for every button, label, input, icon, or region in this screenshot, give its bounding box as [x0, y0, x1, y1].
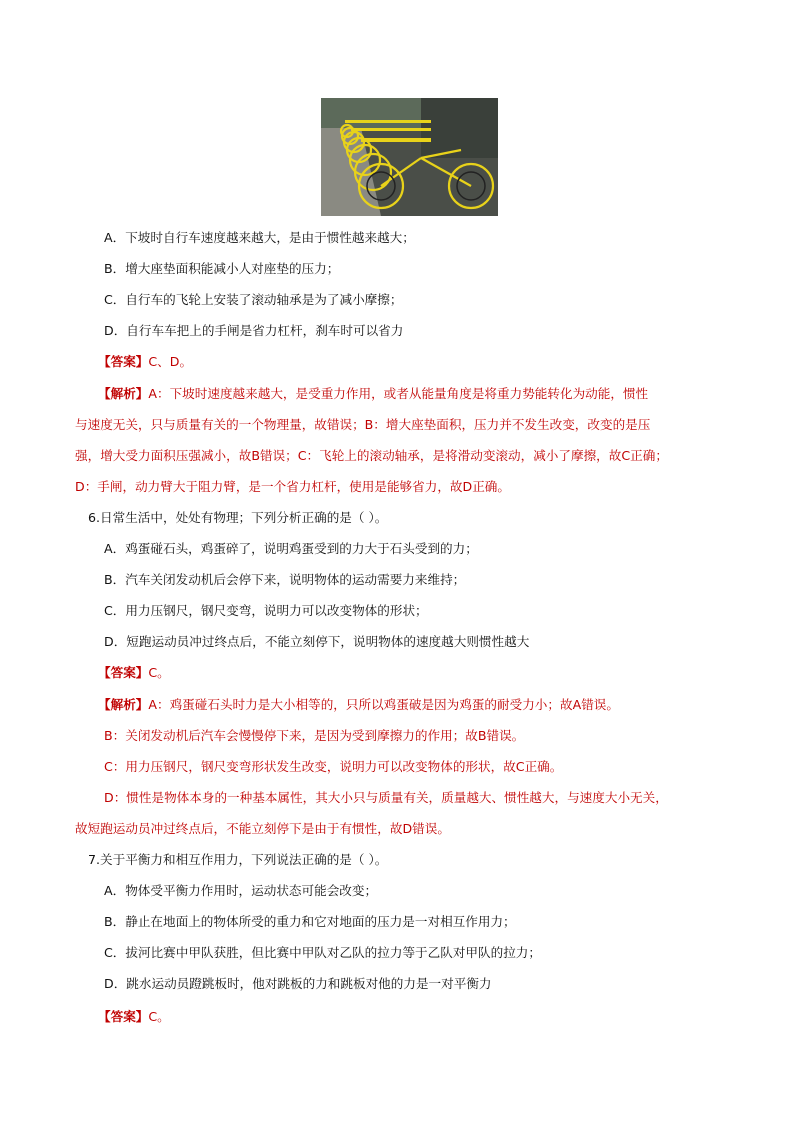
analysis-tag: 【解析】: [98, 697, 149, 712]
q6-stem: 6.日常生活中，处处有物理；下列分析正确的是（ ）。: [88, 510, 388, 525]
q7-option-b: B．静止在地面上的物体所受的重力和它对地面的压力是一对相互作用力；: [104, 914, 516, 929]
q6-option-c: C．用力压钢尺，钢尺变弯，说明力可以改变物体的形状；: [104, 603, 428, 618]
analysis-tag: 【解析】: [98, 386, 149, 401]
q5-analysis-line-1: 【解析】A：下坡时速度越来越大，是受重力作用，或者从能量角度是将重力势能转化为动能，惯性: [98, 386, 649, 401]
q5-option-b: B．增大座垫面积能减小人对座垫的压力；: [104, 261, 340, 276]
q5-option-d: D．自行车车把上的手闸是省力杠杆，刹车时可以省力: [104, 323, 404, 338]
q5-answer: [98, 353, 192, 371]
q6-option-b: B．汽车关闭发动机后会停下来，说明物体的运动需要力来维持；: [104, 572, 466, 587]
q7-stem: 7.关于平衡力和相互作用力，下列说法正确的是（ ）。: [88, 852, 388, 867]
q5-option-a: A．下坡时自行车速度越来越大，是由于惯性越来越大；: [104, 230, 415, 245]
q6-analysis-d-line-2: 故短跑运动员冲过终点后，不能立刻停下是由于有惯性，故D错误。: [75, 821, 450, 836]
answer-tag: 【答案】: [98, 1009, 149, 1024]
q7-option-a: A．物体受平衡力作用时，运动状态可能会改变；: [104, 883, 378, 898]
q6-answer: [98, 664, 170, 682]
q7-option-c: C．拔河比赛中甲队获胜，但比赛中甲队对乙队的拉力等于乙队对甲队的拉力；: [104, 945, 541, 960]
q5-analysis-line-2: 与速度无关，只与质量有关的一个物理量，故错误；B：增大座垫面积，压力并不发生改变，改变的是压: [75, 417, 651, 432]
q7-option-d: D．跳水运动员蹬跳板时，他对跳板的力和跳板对他的力是一对平衡力: [104, 976, 492, 991]
q5-option-c: C．自行车的飞轮上安装了滚动轴承是为了减小摩擦；: [104, 292, 403, 307]
q7-answer: [98, 1008, 170, 1026]
answer-tag: 【答案】: [98, 665, 149, 680]
q6-option-a: A．鸡蛋碰石头，鸡蛋碎了，说明鸡蛋受到的力大于石头受到的力；: [104, 541, 478, 556]
answer-value: C。: [148, 665, 170, 680]
q5-analysis-line-4: D：手闸，动力臂大于阻力臂，是一个省力杠杆，使用是能够省力，故D正确。: [75, 479, 510, 494]
answer-value: C。: [148, 1009, 170, 1024]
q6-analysis-b: B：关闭发动机后汽车会慢慢停下来，是因为受到摩擦力的作用；故B错误。: [104, 728, 525, 743]
q6-analysis-c: C：用力压钢尺，钢尺变弯形状发生改变，说明力可以改变物体的形状，故C正确。: [104, 759, 563, 774]
q6-analysis-a: 【解析】A：鸡蛋碰石头时力是大小相等的，只所以鸡蛋破是因为鸡蛋的耐受力小；故A错误。: [98, 697, 619, 712]
bicycles-photo: [321, 98, 498, 216]
q6-option-d: D．短跑运动员冲过终点后，不能立刻停下，说明物体的速度越大则惯性越大: [104, 634, 530, 649]
answer-tag: 【答案】: [98, 354, 149, 369]
answer-value: C、D。: [148, 354, 193, 369]
q5-analysis-line-3: 强，增大受力面积压强减小，故B错误；C：飞轮上的滚动轴承，是将滑动变滚动，减小了摩擦，故C正确；: [75, 448, 668, 463]
q6-analysis-d-line-1: D：惯性是物体本身的一种基本属性，其大小只与质量有关，质量越大、惯性越大，与速度大小无关，: [104, 790, 668, 805]
